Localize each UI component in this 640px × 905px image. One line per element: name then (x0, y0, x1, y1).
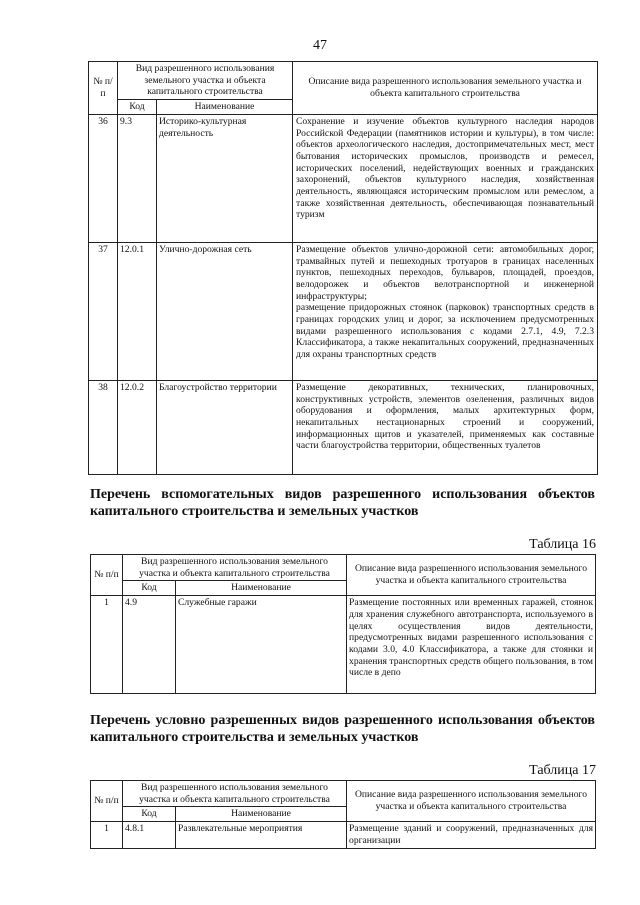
row-description-part2: размещение придорожных стоянок (парковок) транспортных средств в границах городских улиц и дорог, за исключением предусмотренных видами разрешенного использования с кодами 2.7.1, 4.9, 7.2.3 Классификатора, а также некапитальных сооружений, предназначенных для охраны транспортных средств (296, 302, 595, 361)
row-description: Размещение постоянных или временных гаражей, стоянок для хранения служебного автотранспорта, используемого в целях осуществления видов деятельности, предусмотренных видами разрешенного использования с кодами 3.0, 4.0 Классификатора, а также для стоянки и хранения транспортных средств общего пользования, в том числе в депо (347, 596, 596, 694)
row-num: 1 (91, 596, 123, 694)
row-description: Размещение декоративных, технических, планировочных, конструктивных устройств, элементов озеленения, различных видов оборудования и оформления, малых архитектурных форм, некапитальных нестационарных строений и сооружений, информационных щитов и указателей, применяемых как составные части благоустройства территории, общественных туалетов (293, 380, 598, 474)
section17-caption: Таблица 17 (529, 763, 596, 778)
section16-heading: Перечень вспомогательных видов разрешенного использования объектов капитального строительства и земельных участков (90, 487, 595, 519)
header-code: Код (123, 581, 176, 596)
header-kind: Вид разрешенного использования земельного участка и объекта капитального строительства (123, 781, 347, 807)
row-name: Улично-дорожная сеть (157, 242, 293, 380)
row-num: 36 (89, 114, 118, 242)
page-number: 47 (313, 38, 327, 53)
header-num: № п/п (89, 62, 118, 115)
section16-caption: Таблица 16 (529, 537, 596, 552)
header-name: Наименование (157, 100, 293, 115)
row-name: Служебные гаражи (176, 596, 347, 694)
row-code: 12.0.2 (118, 380, 157, 474)
section17-heading: Перечень условно разрешенных видов разрешенного использования объектов капитального строительства и земельных участков (90, 713, 595, 745)
table-16 (90, 554, 596, 694)
row-num: 38 (89, 380, 118, 474)
table-land-use-main (88, 61, 598, 475)
table-row (89, 380, 598, 474)
row-num: 1 (91, 822, 123, 848)
table-row (89, 114, 598, 242)
table-row (91, 822, 596, 848)
header-num: № п/п (91, 781, 123, 822)
header-description: Описание вида разрешенного использования земельного участка и объекта капитального строительства (347, 781, 596, 822)
row-description-part1: Размещение объектов улично-дорожной сети: автомобильных дорог, трамвайных путей и пешеходных тротуаров в границах населенных пунктов, пешеходных переходов, бульваров, площадей, проездов, велодорожек и объектов велотранспортной и инженерной инфраструктуры; (296, 243, 595, 302)
row-name: Развлекательные мероприятия (176, 822, 347, 848)
header-kind: Вид разрешенного использования земельного участка и объекта капитального строительства (118, 62, 293, 100)
row-name: Благоустройство территории (157, 380, 293, 474)
header-code: Код (118, 100, 157, 115)
header-description: Описание вида разрешенного использования земельного участка и объекта капитального строительства (347, 555, 596, 596)
row-code: 9.3 (118, 114, 157, 242)
header-num: № п/п (91, 555, 123, 596)
row-name: Историко-культурная деятельность (157, 114, 293, 242)
header-kind: Вид разрешенного использования земельного участка и объекта капитального строительства (123, 555, 347, 581)
row-code: 4.8.1 (123, 822, 176, 848)
row-description (293, 242, 598, 380)
table-row (91, 596, 596, 694)
row-code: 4.9 (123, 596, 176, 694)
row-description: Размещение зданий и сооружений, предназначенных для организации (347, 822, 596, 848)
table-row (89, 242, 598, 380)
header-code: Код (123, 807, 176, 822)
header-name: Наименование (176, 581, 347, 596)
row-num: 37 (89, 242, 118, 380)
row-description: Сохранение и изучение объектов культурного наследия народов Российской Федерации (памятников истории и культуры), в том числе: объектов археологического наследия, достопримечательных мест, мест бытования исторических промыслов, производств и ремесел, исторических поселений, недействующих военных и гражданских захоронений, объектов культурного наследия, хозяйственная деятельность, являющаяся историческим промыслом или ремеслом, а также хозяйственная деятельность, обеспечивающая познавательный туризм (293, 114, 598, 242)
row-code: 12.0.1 (118, 242, 157, 380)
header-description: Описание вида разрешенного использования земельного участка и объекта капитального строительства (293, 62, 598, 115)
table-17 (90, 780, 596, 849)
header-name: Наименование (176, 807, 347, 822)
